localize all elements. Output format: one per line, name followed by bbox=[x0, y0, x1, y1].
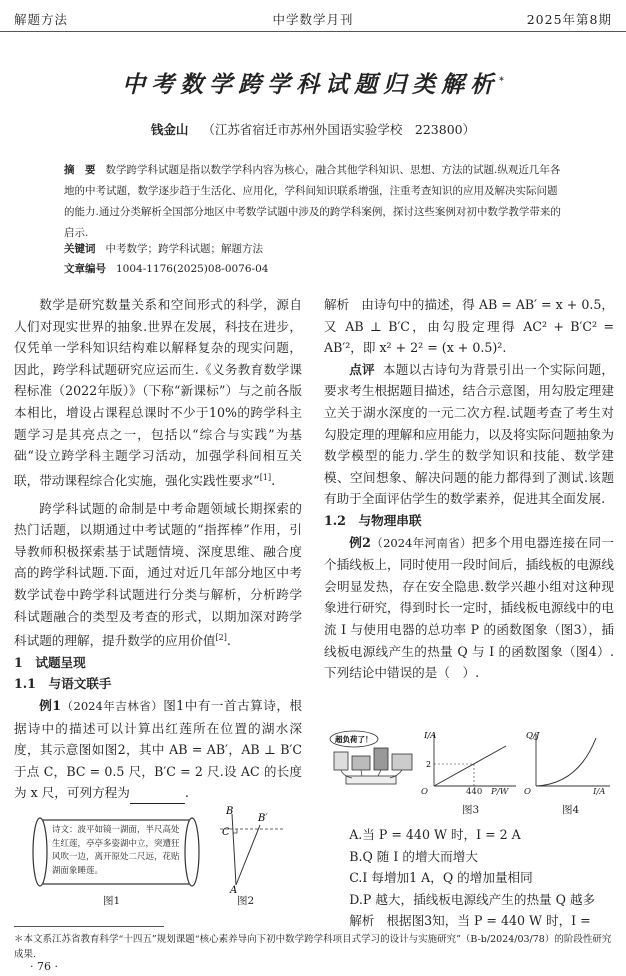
figure-2-caption: 图2 bbox=[237, 895, 255, 907]
section-1-2-heading: 1.2 与物理串联 bbox=[324, 512, 422, 528]
keywords bbox=[64, 239, 564, 260]
scroll-left-roll bbox=[33, 818, 47, 886]
abstract-text: 数学跨学科试题是指以数学学科内容为核心，融合其他学科知识、思想、方法的试题.纵观近几年各地的中考试题，数学逐步趋于生活化、应用化，学科间知识联系增强，注重考查知识的应用及解决实际问题的能力.通过分类解析全国部分地区中考数学试题中涉及的跨学科案例，探讨这些案例对初中数学教学带来的启示. bbox=[64, 164, 561, 239]
fig3-x-label: P/W bbox=[491, 787, 509, 797]
author-line bbox=[0, 120, 626, 138]
article-number-text: 1004-1176(2025)08-0076-04 bbox=[116, 263, 269, 275]
example-1-text: 图1中有一首古算诗，根据诗中的描述可以计算出红莲所在位置的湖水深度，其示意图如图2，其中 AB = AB′，AB ⊥ B′C 于点 C，BC = 0.5 尺，B′C = 2 尺.设 AC 的长度为 x 尺，可列方程为 bbox=[14, 698, 302, 801]
fig3-y-label: I/A bbox=[424, 731, 437, 741]
article-title bbox=[0, 66, 626, 99]
comment-1-text: 本题以古诗句为背景引出一个实际问题，要求考生根据题目描述，结合示意图，用勾股定理建立关于湖水深度的一元二次方程.试题考查了考生对勾股定理的理解和应用能力，以及将实际问题抽象为数学模型的能力.学生的数学知识和技能、数学建模、空间想象、解决问题的能力都得到了测试.该题有助于全面评估学生的数学素养，促进其全面发展. bbox=[324, 361, 615, 507]
running-header-left: 解题方法 bbox=[14, 12, 69, 27]
fig3-line bbox=[434, 746, 506, 786]
keywords-label: 关键词 bbox=[64, 243, 96, 255]
point-A: A bbox=[230, 885, 238, 893]
example-2-source: （2024年河南省） bbox=[370, 535, 472, 550]
article-number bbox=[64, 259, 564, 280]
article-number-label: 文章编号 bbox=[64, 263, 106, 275]
options bbox=[324, 824, 614, 932]
author-affiliation: （江苏省宿迁市苏州外国语实验学校 223800） bbox=[202, 122, 476, 137]
comment-1-label: 点评 bbox=[349, 361, 375, 377]
title-footnote-mark: * bbox=[499, 76, 504, 87]
segment-AB-prime bbox=[236, 825, 260, 885]
figure-1-scroll bbox=[30, 812, 202, 892]
figure-4-graph bbox=[522, 730, 614, 790]
left-column bbox=[14, 294, 302, 804]
fig4-curve bbox=[536, 738, 596, 786]
page-number: · 76 · bbox=[30, 960, 58, 973]
section-1-1-heading: 1.1 与语文联手 bbox=[14, 676, 112, 692]
appliance-tv bbox=[392, 754, 412, 770]
segment-AB bbox=[232, 814, 236, 885]
scroll-right-roll bbox=[185, 818, 199, 886]
example-2 bbox=[324, 532, 614, 684]
p2-end: . bbox=[226, 633, 231, 649]
poem-text: 诗文：波平如镜一湖面，半尺高处生红莲，亭亭多姿湖中立，突遭狂风吹一边，离开原处二尺远，花贴湖面象睡莲。 bbox=[52, 825, 180, 876]
point-B-prime: B′ bbox=[258, 813, 268, 824]
right-angle-mark bbox=[233, 829, 237, 833]
appliance-kettle bbox=[334, 752, 348, 770]
option-A: A.当 P = 440 W 时，I = 2 A bbox=[349, 827, 521, 842]
fig3-origin: O bbox=[421, 787, 428, 797]
overload-label: 超负荷了！ bbox=[335, 735, 373, 744]
footnote-rule bbox=[14, 926, 164, 927]
title-text: 中考数学跨学科试题归类解析 bbox=[122, 71, 500, 98]
fig4-x-label: I/A bbox=[593, 787, 606, 797]
example-1-source: （2024年吉林省） bbox=[61, 699, 164, 714]
footnote: ＊本文系江苏省教育科学“十四五”规划课题“核心素养导向下初中数学跨学科项目式学习的设计与实施研究”（B-b/2024/03/78）的阶段性研究成果. bbox=[14, 934, 612, 960]
power-strip bbox=[346, 776, 396, 784]
option-D: D.P 越大，插线板电源线产生的热量 Q 越多 bbox=[349, 891, 596, 907]
point-C: C bbox=[222, 827, 230, 838]
appliance-microwave bbox=[352, 756, 370, 770]
overload-illustration bbox=[328, 730, 420, 788]
abstract-label: 摘 要 bbox=[64, 164, 96, 176]
fig4-y-label: Q/J bbox=[526, 731, 540, 741]
solution-2-label: 解析 bbox=[349, 913, 375, 929]
solution-1-text: 由诗句中的描述，得 AB = AB′ = x + 0.5，又 AB ⊥ B′C，由勾股定理得 AC² + B′C² = AB′²，即 x² + 2² = (x + 0.5)². bbox=[324, 297, 615, 356]
point-B: B bbox=[226, 806, 234, 817]
p2-text: 跨学科试题的命制是中考命题领域长期探索的热门话题，以期通过中考试题的“指挥棒”作用，引导教师积极探索基于试题情境、深度思维、融合度高的跨学科试题.下面，通过对近几年部分地区中考数学试卷中跨学科试题进行分类与解析，分析跨学科试题融合的类型及考查的形式，以期加深对跨学科试题的理解，提升数学的应用价值 bbox=[14, 500, 302, 649]
running-header-center: 中学数学月刊 bbox=[272, 12, 354, 27]
ref-1: [1] bbox=[259, 472, 272, 482]
header-rule bbox=[0, 31, 626, 32]
solution-2 bbox=[324, 910, 614, 932]
solution-2-text: 根据图3知，当 P = 440 W 时，I = bbox=[386, 913, 591, 929]
abstract bbox=[64, 160, 564, 244]
example-1-end: . bbox=[184, 785, 189, 801]
example-2-text: 把多个用电器连接在同一个插线板上，同时使用一段时间后，插线板的电源线会明显发热，存在安全隐患.数学兴趣小组对这种现象进行研究，得到时长一定时，插线板电源线中的电流 I 与使用电器的总功率 P 的函数图象（图3），插线板电源线产生的热量 Q 与 I 的函数图象（图4）.下列结论中错误的是（ ）. bbox=[324, 534, 614, 681]
option-B: B.Q 随 I 的增大而增大 bbox=[349, 848, 478, 864]
intro-paragraph-2 bbox=[14, 498, 302, 652]
figure-3-graph bbox=[420, 730, 520, 790]
figure-2-diagram bbox=[210, 805, 290, 893]
comment-1 bbox=[324, 359, 614, 510]
appliance-heater bbox=[374, 748, 388, 770]
fig3-tick-x: 440 bbox=[466, 787, 483, 797]
fig3-tick-y: 2 bbox=[426, 760, 432, 769]
p1-text: 数学是研究数量关系和空间形式的科学，源自人们对现实世界的抽象.世界在发展，科技在进步，仅凭单一学科知识结构难以解释复杂的现实问题，因此，跨学科试题研究应运而生.《义务教育数学课程标准（2022年版）》（下称“新课标”）与之前各版本相比，增设占课程总课时不少于10%的跨学科主题学习是其亮点之一，包括以“综合与实践”为基础“设立跨学科主题学习活动，加强学科间相互关联，带动课程综合化实施，强化实践性要求” bbox=[14, 297, 302, 488]
figure-4-caption: 图4 bbox=[562, 804, 580, 816]
solution-1 bbox=[324, 294, 614, 359]
figure-3-caption: 图3 bbox=[462, 804, 480, 816]
right-column bbox=[324, 294, 614, 684]
running-header-right: 2025年第8期 bbox=[526, 12, 612, 27]
example-1 bbox=[14, 695, 302, 804]
solution-1-label: 解析 bbox=[324, 297, 350, 312]
option-C: C.I 每增加1 A，Q 的增加量相同 bbox=[349, 870, 533, 886]
answer-blank bbox=[130, 791, 185, 804]
example-2-label: 例2 bbox=[349, 534, 371, 550]
figure-1-caption: 图1 bbox=[103, 895, 121, 907]
example-1-label: 例1 bbox=[39, 698, 62, 714]
intro-paragraph-1 bbox=[14, 294, 302, 492]
keywords-text: 中考数学；跨学科试题；解题方法 bbox=[105, 243, 263, 255]
author-name: 钱金山 bbox=[150, 122, 189, 137]
ref-2: [2] bbox=[215, 633, 227, 643]
fig4-origin: O bbox=[524, 787, 531, 797]
p1-end: . bbox=[271, 472, 276, 488]
section-1-heading: 1 试题呈现 bbox=[14, 654, 86, 670]
